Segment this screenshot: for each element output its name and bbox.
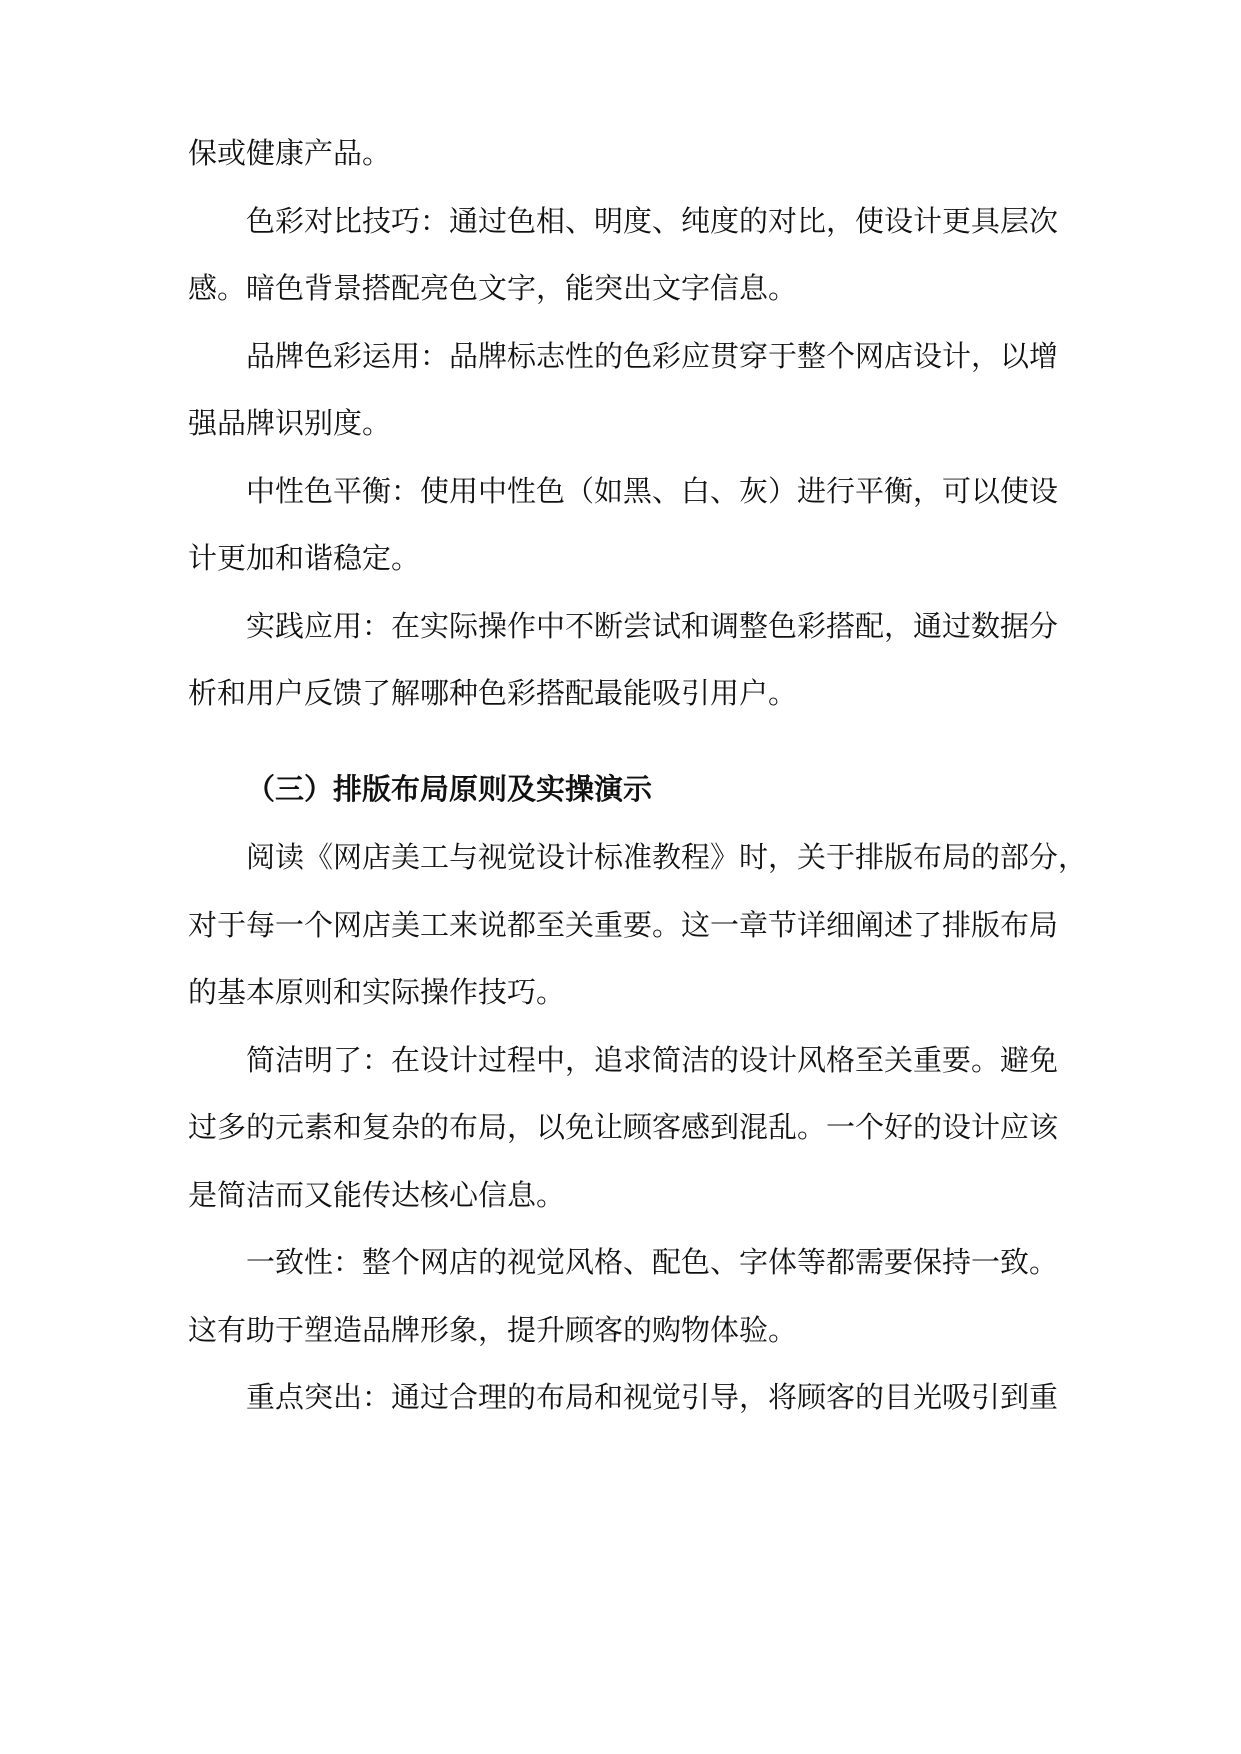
text-line: 重点突出：通过合理的布局和视觉引导，将顾客的目光吸引到重 [246,1380,1059,1414]
text-line: 过多的元素和复杂的布局，以免让顾客感到混乱。一个好的设计应该 [188,1110,1059,1144]
text-line: 中性色平衡：使用中性色（如黑、白、灰）进行平衡，可以使设 [246,474,1059,508]
text-line: 强品牌识别度。 [188,406,392,440]
text-line: 这有助于塑造品牌形象，提升顾客的购物体验。 [188,1313,798,1347]
text-line: 对于每一个网店美工来说都至关重要。这一章节详细阐述了排版布局 [188,908,1059,942]
text-line: 简洁明了：在设计过程中，追求简洁的设计风格至关重要。避免 [246,1043,1059,1077]
text-line: 感。暗色背景搭配亮色文字，能突出文字信息。 [188,271,798,305]
section-heading: （三）排版布局原则及实操演示 [246,772,653,806]
text-line: 是简洁而又能传达核心信息。 [188,1178,566,1212]
text-line: 色彩对比技巧：通过色相、明度、纯度的对比，使设计更具层次 [246,204,1059,238]
text-line: 一致性：整个网店的视觉风格、配色、字体等都需要保持一致。 [246,1245,1059,1279]
text-line: 析和用户反馈了解哪种色彩搭配最能吸引用户。 [188,676,798,710]
text-line: 的基本原则和实际操作技巧。 [188,975,566,1009]
text-line: 保或健康产品。 [188,136,392,170]
text-line: 计更加和谐稳定。 [188,541,421,575]
text-line: 实践应用：在实际操作中不断尝试和调整色彩搭配，通过数据分 [246,609,1059,643]
text-line: 品牌色彩运用：品牌标志性的色彩应贯穿于整个网店设计，以增 [246,339,1059,373]
text-line: 阅读《网店美工与视觉设计标准教程》时，关于排版布局的部分， [246,840,1088,874]
